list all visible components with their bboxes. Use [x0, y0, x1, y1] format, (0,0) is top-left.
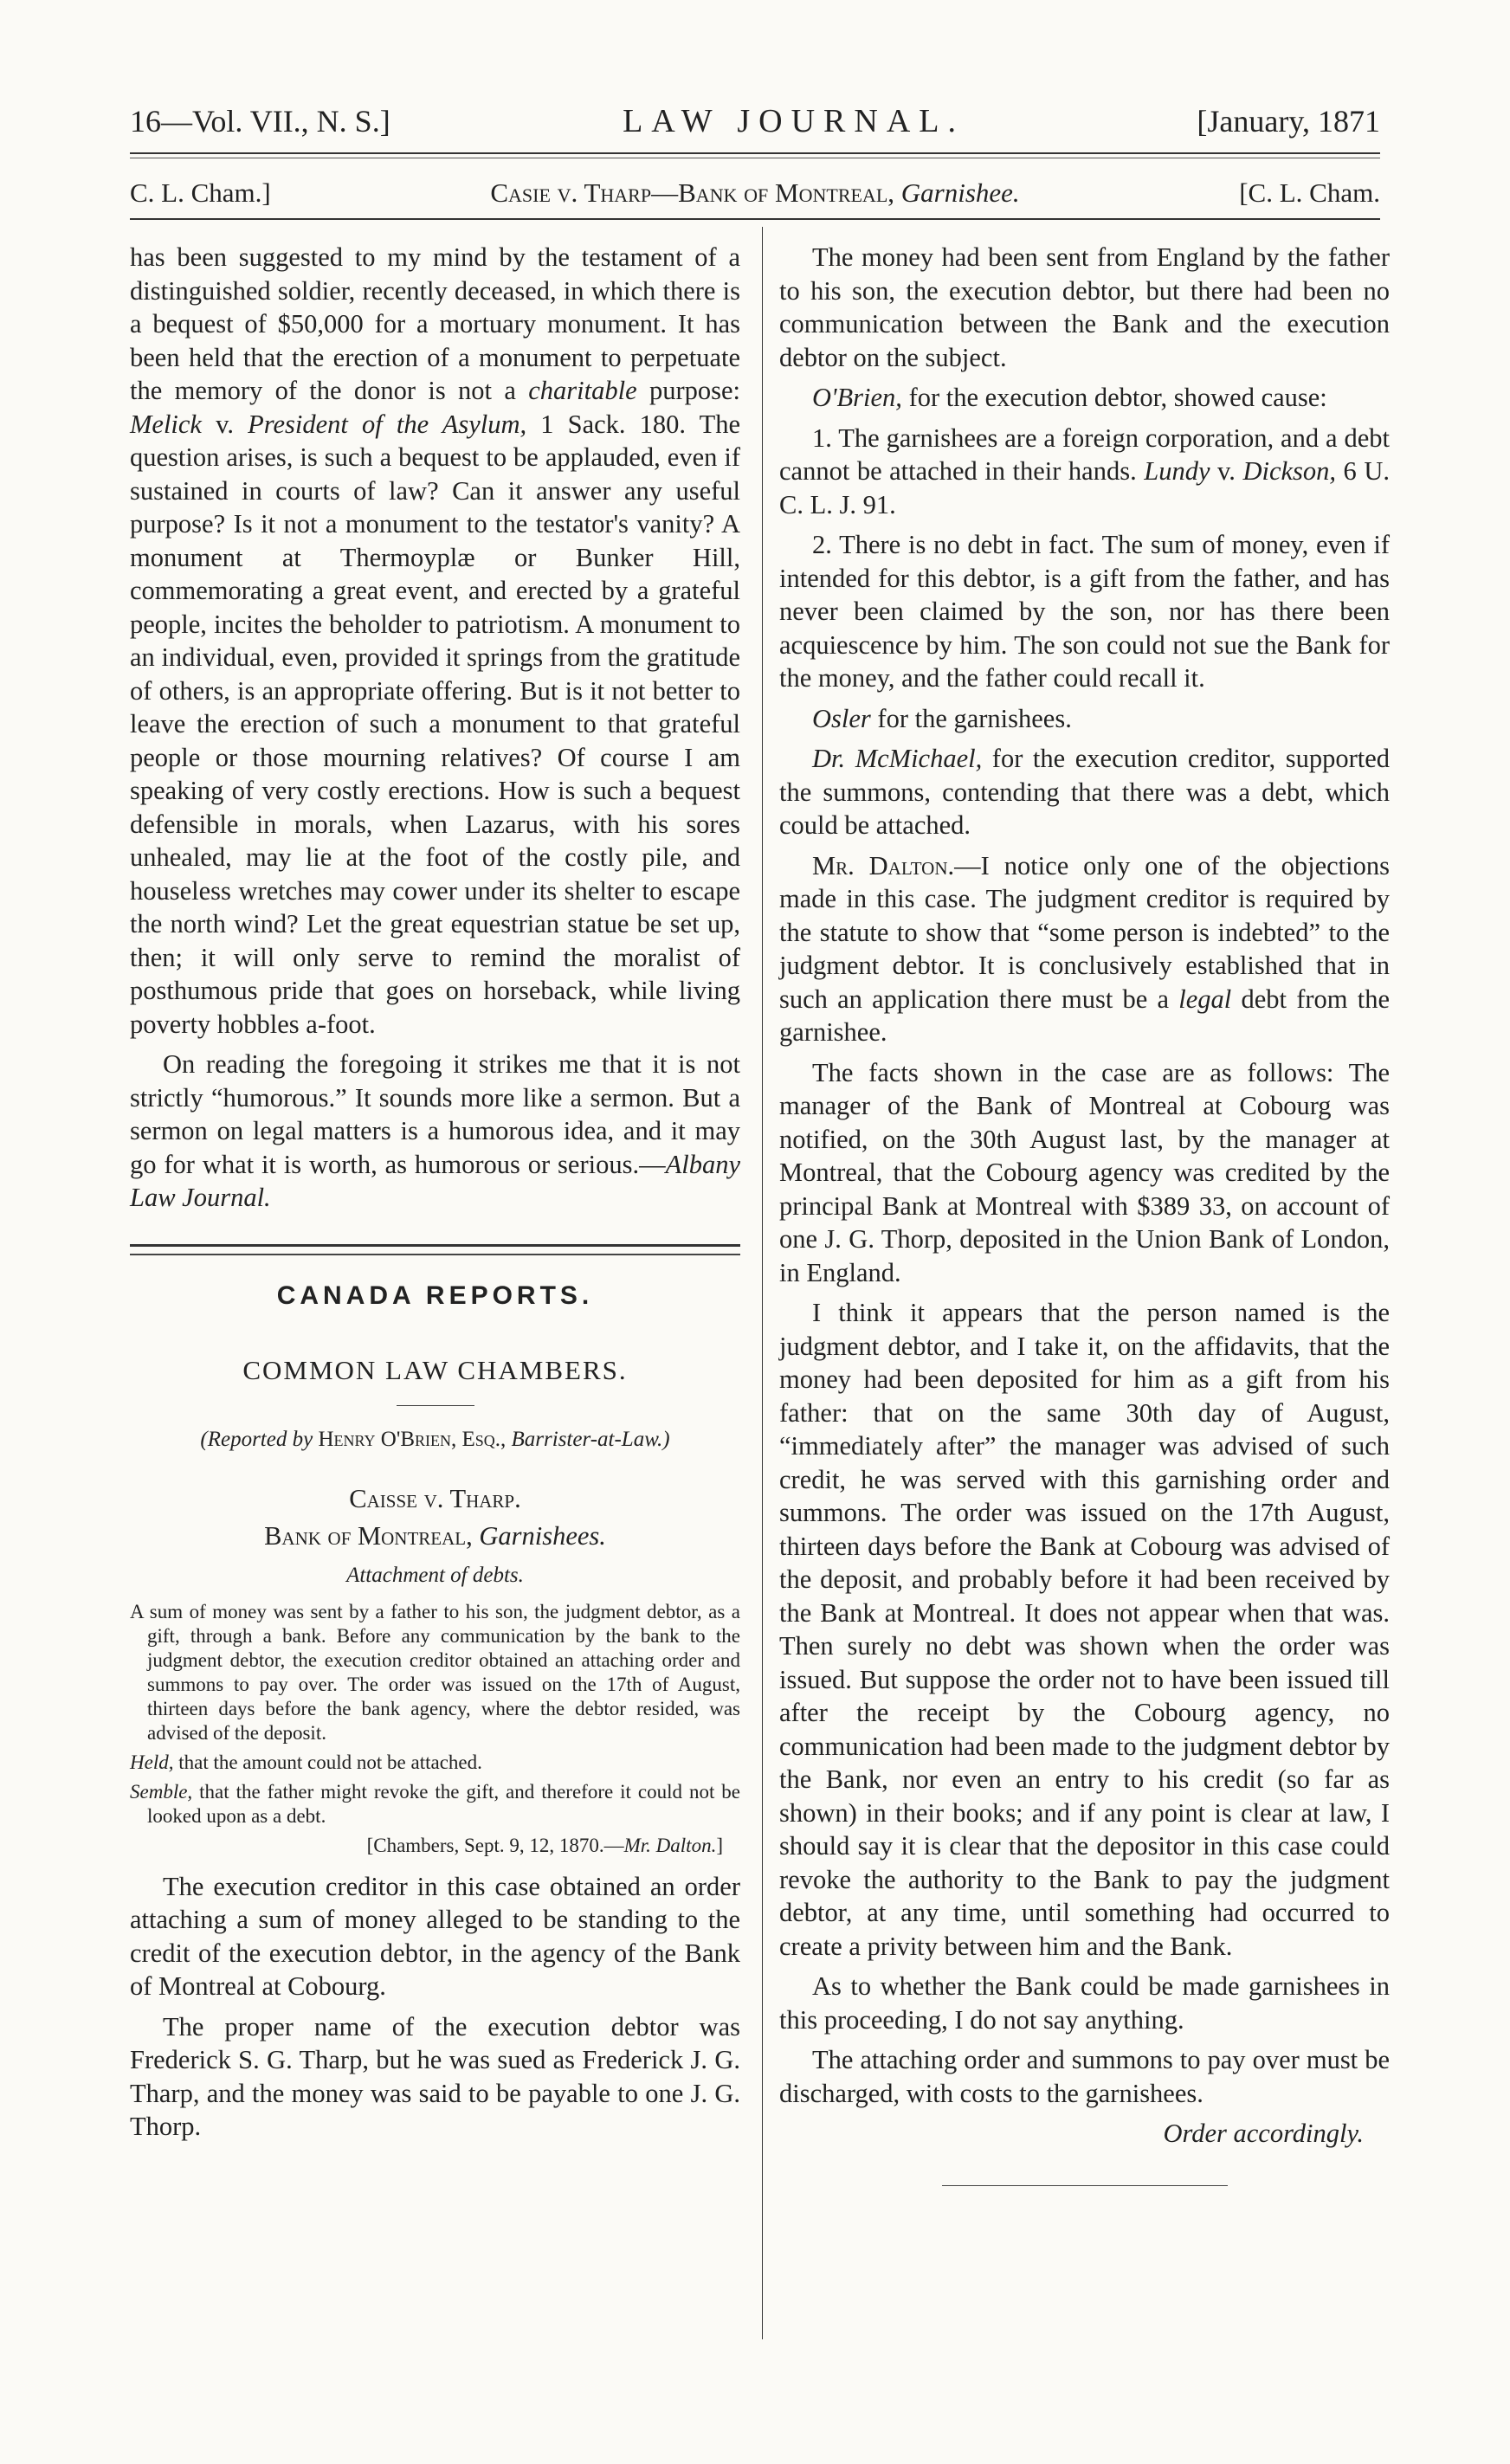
- header-rule: [130, 152, 1380, 154]
- headnote-semble: Semble, that the father might revoke the gift, and therefore it could not be looked upon as a debt.: [130, 1780, 740, 1827]
- paragraph-discharged: The attaching order and summons to pay over must be discharged, with costs to the garnishees.: [779, 2045, 1390, 2108]
- header-journal-title: LAW JOURNAL.: [623, 103, 965, 139]
- case-title: Caisse v. Tharp.: [349, 1484, 521, 1513]
- paragraph-judgment: I think it appears that the person named is the judgment debtor, and I take it, on the affidavits, that the money had been deposited for him as a gift from his father: that on the same 30th day of August, “immediately after” the manager was advised of such credit, he was served with this garnishing order and summons. The order was issued on the 17th August, thirteen days before the Bank at Cobourg was advised of the deposit, and probably before it had been received by the Bank at Montreal. It does not appear when that was. Then surely no debt was shown when the order was issued. But suppose the order not to have been issued till after the receipt by the Cobourg agency, no communication had been made to the judgment debtor by the Bank, nor even an entry to his credit (so far as shown) in their books; and if any point is clear at law, I should say it is clear that the depositor in this case could revoke the authority to the Bank to pay the judgment debtor, at any time, until something had occurred to create a privity between him and the Bank.: [779, 1298, 1390, 1961]
- short-rule: [397, 1405, 474, 1406]
- paragraph-money-sent: The money had been sent from England by the father to his son, the execution debtor, but there had been no communication between the Bank and the execution debtor on the subject.: [779, 242, 1390, 372]
- case-garnishee: Bank of Montreal, Garnishees.: [264, 1520, 606, 1551]
- paragraph-obrien: O'Brien, for the execution debtor, showed cause:: [812, 383, 1327, 412]
- end-rule: [942, 2185, 1228, 2186]
- paragraph-monument: has been suggested to my mind by the testament of a distinguished soldier, recently deceased, in which there is a bequest of $50,000 for a mortuary monument. It has been held that the erection of a monument to perpetuate the memory of the donor is not a charitable purpose: Melick v. President of the Asylum, 1 Sack. 180. The question arises, is such a bequest to be applauded, even if sustained in courts of law? Can it answer any useful purpose? Is it not a monument to the testator's vanity? A monument at Thermoyplæ or Bunker Hill, commemorating a great event, and erected by a grateful people, incites the beholder to patriotism. A monument to an individual, even, provided it springs from the gratitude of others, is an appropriate offering. But is it not better to leave the erection of such a monument to that grateful people or those mourning relatives? Of course I am speaking of very costly erections. How is such a bequest defensible in morals, when Lazarus, with his sores unhealed, may lie at the foot of the costly pile, and houseless wretches may cower under its shelter to escape the north wind? Let the great equestrian statue be set up, then; it will only serve to remind the moralist of posthumous pride that goes on horseback, while living poverty hobbles a-foot.: [130, 242, 741, 1039]
- paragraph-mcmichael: Dr. McMichael, for the execution creditor, supported the summons, contending that there was a debt, which could be attached.: [779, 744, 1390, 840]
- section-title: CANADA REPORTS.: [276, 1280, 594, 1310]
- headnote: A sum of money was sent by a father to his son, the judgment debtor, as a gift, through a bank. Before any communication by the bank to the judgment debtor, the execution creditor obtained an attaching order and summons to pay over. The order was issued on the 17th of August, thirteen days before the bank agency, where the debtor resided, was advised of the deposit.: [130, 1600, 740, 1744]
- subheader-right: [C. L. Cham.: [1239, 177, 1380, 208]
- order-accordingly: Order accordingly.: [1163, 2119, 1364, 2148]
- subheader-left: C. L. Cham.]: [130, 177, 271, 208]
- section-separator: [130, 1244, 740, 1255]
- paragraph-facts-1: The execution creditor in this case obtained an order attaching a sum of money alleged to be standing to the credit of the execution debtor, in the agency of the Bank of Montreal at Cobourg.: [130, 1871, 740, 2001]
- paragraph-point-2: 2. There is no debt in fact. The sum of money, even if intended for this debtor, is a gift from the father, and has never been claimed by the son, nor has there been acquiescence by him. The son could not sue the Bank for the money, and the father could recall it.: [779, 530, 1390, 693]
- left-column: [130, 241, 740, 2151]
- subheader-center: Casie v. Tharp—Bank of Montreal, Garnishee.: [490, 177, 1020, 208]
- court-title: COMMON LAW CHAMBERS.: [242, 1355, 628, 1385]
- header-volume: 16—Vol. VII., N. S.]: [130, 104, 390, 139]
- running-header: [130, 102, 1380, 145]
- paragraph-facts-2: The proper name of the execution debtor was Frederick S. G. Tharp, but he was sued as Frederick J. G. Tharp, and the money was said to be payable to one J. G. Thorp.: [130, 2011, 740, 2141]
- case-subject: Attachment of debts.: [346, 1564, 524, 1587]
- subheader-rule: [130, 218, 1380, 220]
- column-divider: [762, 227, 763, 2339]
- case-subheader: [130, 177, 1380, 216]
- paragraph-humorous: On reading the foregoing it strikes me that it is not strictly “humorous.” It sounds more like a sermon. But a sermon on legal matters is a humorous idea, and it may go for what it is worth, as humorous or serious.—Albany Law Journal.: [130, 1049, 740, 1212]
- paragraph-point-1: 1. The garnishees are a foreign corporation, and a debt cannot be attached in their hands. Lundy v. Dickson, 6 U. C. L. J. 91.: [779, 422, 1390, 519]
- reporter-line: (Reported by Henry O'Brien, Esq., Barrister-at-Law.): [200, 1427, 670, 1451]
- paragraph-garnishees: As to whether the Bank could be made garnishees in this proceeding, I do not say anything.: [779, 1971, 1390, 2035]
- headnote-held: Held, that the amount could not be attached.: [130, 1751, 482, 1773]
- chambers-citation: [Chambers, Sept. 9, 12, 1870.—Mr. Dalton.]: [366, 1834, 723, 1856]
- right-column: [779, 241, 1390, 2186]
- header-date: [January, 1871: [1197, 104, 1380, 139]
- paragraph-facts-shown: The facts shown in the case are as follows: The manager of the Bank of Montreal at Cobourg was notified, on the 30th August last, by the manager at Montreal, that the Cobourg agency was credited by the principal Bank at Montreal with $389 33, on account of one J. G. Thorp, deposited in the Union Bank of London, in England.: [779, 1057, 1390, 1287]
- paragraph-dalton: Mr. Dalton.—I notice only one of the objections made in this case. The judgment creditor is required by the statute to show that “some person is indebted” to the judgment debtor. It is conclusively established that in such an application there must be a legal debt from the garnishee.: [779, 850, 1391, 1047]
- paragraph-osler: Osler for the garnishees.: [812, 703, 1072, 733]
